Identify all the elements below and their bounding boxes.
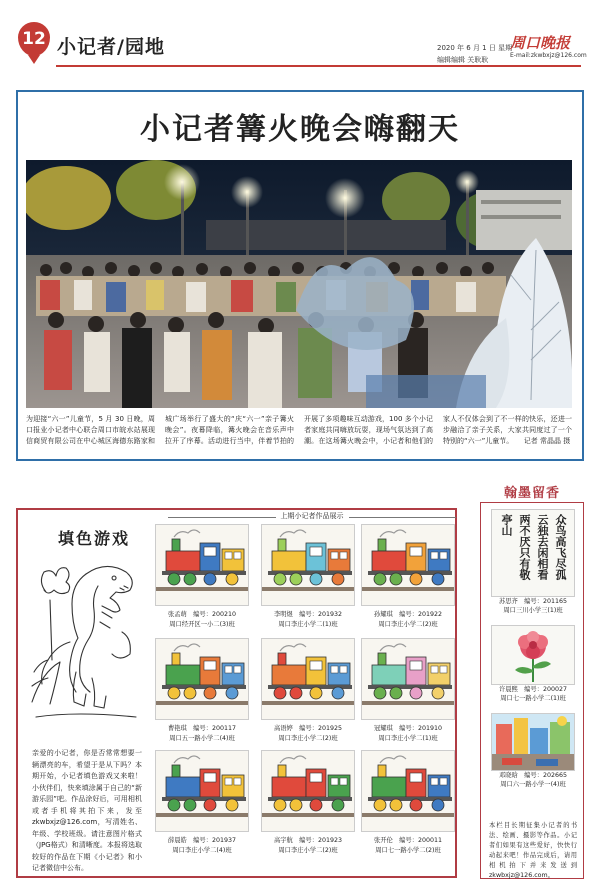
coloring-game-instructions: 亲爱的小记者，你是否常常想要一辆漂亮的车，希望于是从下吗？本期开始，小记者填色游戏又来啦！小伙伴们，快来填涂属于自己的“新游乐园”吧。作品涂好后，可用相机或者手机将其拍下来，发至zkwbxjz@126.com，写清姓名、年级、学校班级。请注意图片格式（JPG格式）和清晰度。本报将选取较好的作品在下期《小记者》和小记者微信中公布。 [32, 749, 142, 872]
train-coloring-artwork [155, 750, 249, 832]
coloring-game-title: 填色游戏 [58, 529, 131, 548]
train-icon [156, 751, 248, 831]
train-coloring-artwork [261, 524, 355, 606]
calligraphy-column-text: 众鸟高飞尽孤 [554, 514, 567, 580]
side-work-1 [491, 509, 575, 615]
artwork-card [261, 524, 355, 630]
crowd-photo-illustration [26, 160, 572, 408]
calligraphy-artwork [491, 509, 575, 597]
artwork-caption-school: 周口七一路小学二(2)班 [375, 847, 441, 854]
train-icon [156, 525, 248, 605]
train-icon [262, 751, 354, 831]
artwork-caption-name: 薛晨皓 编号：201937 [167, 837, 237, 844]
side-work-2-caption-school: 周口七一路小学二(1)班 [500, 695, 566, 702]
train-coloring-artwork [155, 524, 249, 606]
side-work-2-caption-name: 许晨熙 编号：200027 [498, 686, 568, 693]
train-coloring-artwork [261, 638, 355, 720]
header-rule [56, 65, 581, 67]
artwork-caption-name: 曹艳琪 编号：200117 [167, 725, 237, 732]
previous-works-heading-text: 上期小记者作品展示 [276, 512, 349, 520]
artwork-caption-school: 周口经开区一小二(3)班 [169, 621, 235, 628]
artwork-card [261, 750, 355, 856]
artwork-card [361, 524, 455, 630]
artwork-caption-school: 周口李庄小学二(2)班 [278, 847, 338, 854]
artwork-caption-name: 高宇航 编号：201923 [273, 837, 343, 844]
page-number-badge [18, 22, 50, 56]
artwork-caption-name: 高语婷 编号：201925 [273, 725, 343, 732]
side-work-1-caption-school: 周口三川小学三(1)班 [503, 607, 563, 614]
artwork-caption-name: 张开伦 编号：200011 [373, 837, 443, 844]
train-icon [362, 525, 454, 605]
train-icon [156, 639, 248, 719]
artwork-caption-name: 冠耀琪 编号：201910 [373, 725, 443, 732]
side-column-title: 翰墨留香 [503, 486, 560, 501]
artwork-caption-school: 周口李庄小学二(4)班 [172, 847, 232, 854]
feature-headline: 小记者篝火晚会嗨翻天 [140, 112, 460, 147]
side-work-1-caption-name: 苏思齐 编号：201165 [498, 598, 568, 605]
feature-story [16, 90, 584, 461]
train-coloring-artwork [361, 750, 455, 832]
previous-works-heading [168, 510, 456, 524]
artwork-caption-school: 周口五一路小学二(4)班 [169, 735, 235, 742]
artwork-card [361, 750, 455, 856]
train-coloring-artwork [361, 638, 455, 720]
train-icon [262, 639, 354, 719]
train-icon [262, 525, 354, 605]
calligraphy-column-text: 两不厌只有敬 [518, 514, 531, 580]
newspaper-logo: 周口晚报 [510, 34, 571, 52]
issue-meta [437, 42, 519, 66]
train-icon [362, 639, 454, 719]
side-work-3-caption-name: 邓晓晗 编号：202665 [498, 772, 568, 779]
artwork-caption-name: 李明煜 编号：201932 [273, 611, 343, 618]
artwork-caption-school: 周口李庄小学二(1)班 [378, 735, 438, 742]
calligraphy-columns [492, 510, 574, 594]
contact-email: E-mail:zkwbxjz@126.com [510, 52, 587, 59]
section-title: 小记者/园地 [57, 36, 165, 58]
coloring-game-box [16, 508, 457, 878]
artwork-card [155, 524, 249, 630]
artwork-caption-name: 张孟萌 编号：200210 [167, 611, 237, 618]
calligraphy-column-text: 亭山 [500, 514, 513, 536]
street-scene-icon [492, 714, 574, 770]
side-column-note: 本栏目长期征集小记者的书法、绘画、摄影等作品。小记者们如果有这些爱好，快快行动起来吧！作品完成后，请用相机拍下并来发送到zkwbxjz@126.com。 [489, 822, 577, 879]
dinosaur-coloring-drawing [26, 552, 146, 722]
artwork-caption-school: 周口李庄小学二(2)班 [278, 735, 338, 742]
train-coloring-artwork [261, 750, 355, 832]
issue-date: 2020 年 6 月 1 日 星期一 [437, 44, 520, 52]
side-work-3-caption-school: 周口六一路小学一(4)班 [500, 781, 566, 788]
artwork-card [155, 750, 249, 856]
artwork-card [361, 638, 455, 744]
editor-line: 编辑编辑 关耿耿 [437, 56, 489, 64]
street-scene-artwork [491, 713, 575, 771]
side-work-2 [491, 625, 575, 703]
artwork-card [261, 638, 355, 744]
train-icon [362, 751, 454, 831]
artwork-caption-school: 周口李庄小学二(2)班 [378, 621, 438, 628]
artwork-caption-name: 孙耀琪 编号：201922 [373, 611, 443, 618]
artwork-caption-school: 周口李庄小学二(1)班 [278, 621, 338, 628]
calligraphy-column-text: 云独去闲相看 [536, 514, 549, 580]
artwork-card [155, 638, 249, 744]
calligraphy-column [480, 502, 584, 879]
side-work-3 [491, 713, 575, 789]
train-coloring-artwork [361, 524, 455, 606]
flower-icon [492, 626, 574, 684]
bonfire-party-photo [26, 160, 572, 408]
feature-story-text: 为迎接“六一”儿童节，5 月 30 日晚，周口报业小记者中心联合周口市皖水站展现信商贸有限公司在中心城区海德东路家和城广场举行了盛大的“庆“六一”亲子篝火晚会”。夜幕降临，篝火晚会在音乐声中拉开了序幕。活动进行当中，伴着节拍的开展了多项趣味互动游戏，100 多个小记者家庭共同嗨放玩耍，现场气氛达到了高潮。在这场篝火晚会中，小记者和他们的家人不仅体会到了不一样的快乐，还进一步融洽了亲子关系，大家共同度过了一个特别的“六一”儿童节。 记者 常晶晶 摄 [26, 415, 572, 445]
train-coloring-artwork [155, 638, 249, 720]
dinosaur-icon [26, 552, 146, 722]
flower-artwork [491, 625, 575, 685]
page-number: 12 [22, 29, 46, 49]
